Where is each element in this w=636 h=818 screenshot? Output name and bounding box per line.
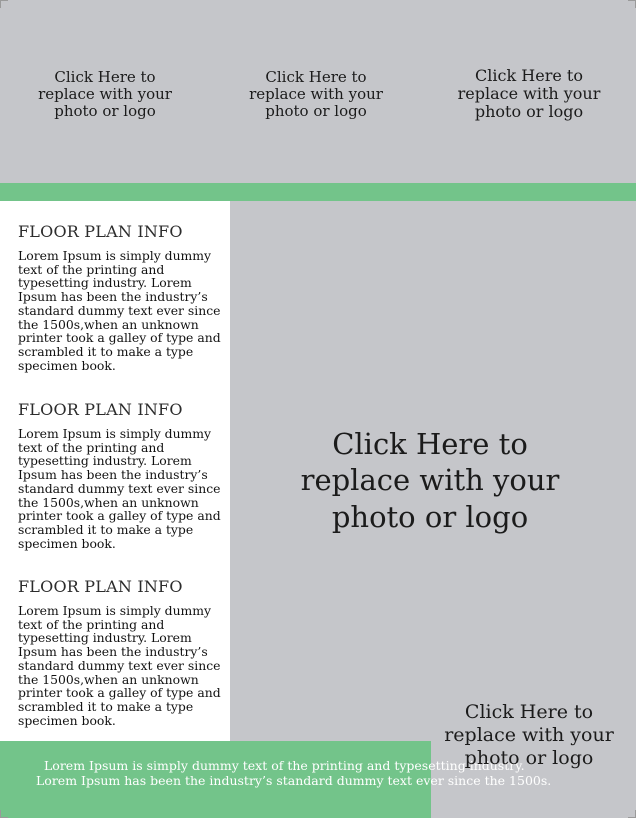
photo-placeholder-bottom-right[interactable] bbox=[444, 701, 614, 769]
placeholder-line: replace with your bbox=[249, 84, 383, 103]
body-line: scrambled it to make a type bbox=[18, 343, 194, 359]
crop-mark-bottom-right bbox=[628, 810, 636, 818]
photo-placeholder-top-center[interactable] bbox=[241, 69, 391, 119]
section-title: FLOOR PLAN INFO bbox=[18, 577, 183, 596]
body-line: specimen book. bbox=[18, 535, 116, 551]
placeholder-line: photo or logo bbox=[474, 101, 584, 121]
placeholder-line: photo or logo bbox=[54, 101, 156, 120]
body-line: specimen book. bbox=[18, 357, 116, 373]
body-line: the 1500s,when an unknown bbox=[18, 316, 199, 332]
placeholder-line: Click Here to bbox=[475, 66, 583, 85]
body-line: text of the printing and bbox=[18, 261, 165, 277]
body-line: scrambled it to make a type bbox=[18, 698, 194, 714]
body-line: typesetting industry. Lorem bbox=[18, 275, 192, 291]
placeholder-line: replace with your bbox=[38, 84, 172, 103]
body-line: Lorem Ipsum is simply dummy bbox=[18, 426, 212, 441]
body-line: text of the printing and bbox=[18, 616, 165, 632]
body-line: specimen book. bbox=[18, 712, 116, 728]
body-line: text of the printing and bbox=[18, 439, 165, 455]
crop-mark-bottom-left bbox=[0, 810, 8, 818]
section-title: FLOOR PLAN INFO bbox=[18, 400, 183, 419]
placeholder-line: Click Here to bbox=[464, 701, 594, 723]
footer-line-2: Lorem Ipsum has been the industry’s standard dummy text ever since the 1500s. bbox=[36, 773, 552, 788]
body-line: printer took a galley of type and bbox=[18, 330, 221, 346]
body-line: Ipsum has been the industry’s bbox=[18, 644, 208, 660]
body-line: standard dummy text ever since bbox=[18, 302, 221, 318]
section-title: FLOOR PLAN INFO bbox=[18, 222, 183, 241]
crop-mark-top-right bbox=[628, 0, 636, 8]
body-line: scrambled it to make a type bbox=[18, 521, 194, 537]
body-line: Ipsum has been the industry’s bbox=[18, 467, 208, 483]
body-line: standard dummy text ever since bbox=[18, 657, 221, 673]
body-line: the 1500s,when an unknown bbox=[18, 494, 199, 510]
section-body bbox=[18, 249, 226, 372]
photo-placeholder-main[interactable] bbox=[280, 426, 580, 535]
placeholder-line: replace with your bbox=[457, 83, 601, 103]
body-line: Lorem Ipsum is simply dummy bbox=[18, 248, 212, 263]
placeholder-line: photo or logo bbox=[265, 101, 367, 120]
placeholder-line: photo or logo bbox=[331, 499, 529, 534]
floor-plan-section-1 bbox=[18, 222, 226, 372]
body-line: standard dummy text ever since bbox=[18, 480, 221, 496]
crop-mark-top-left bbox=[0, 0, 8, 8]
body-line: printer took a galley of type and bbox=[18, 685, 221, 701]
placeholder-line: Click Here to bbox=[54, 68, 156, 86]
placeholder-line: Click Here to bbox=[332, 427, 528, 461]
accent-stripe bbox=[0, 183, 636, 201]
body-line: typesetting industry. Lorem bbox=[18, 453, 192, 469]
placeholder-line: Click Here to bbox=[265, 68, 367, 86]
placeholder-line: replace with your bbox=[300, 463, 560, 498]
body-line: Ipsum has been the industry’s bbox=[18, 289, 208, 305]
footer-line-1: Lorem Ipsum is simply dummy text of the printing and typesetting industry. bbox=[44, 758, 525, 773]
placeholder-line: photo or logo bbox=[464, 746, 594, 769]
body-line: Lorem Ipsum is simply dummy bbox=[18, 603, 212, 618]
section-body bbox=[18, 427, 226, 550]
placeholder-line: replace with your bbox=[444, 723, 614, 746]
photo-placeholder-top-left[interactable] bbox=[30, 69, 180, 119]
body-line: the 1500s,when an unknown bbox=[18, 671, 199, 687]
photo-placeholder-top-right[interactable] bbox=[448, 67, 610, 121]
body-line: typesetting industry. Lorem bbox=[18, 630, 192, 646]
body-line: printer took a galley of type and bbox=[18, 508, 221, 524]
section-body bbox=[18, 604, 226, 727]
floor-plan-section-3 bbox=[18, 577, 226, 727]
floor-plan-section-2 bbox=[18, 400, 226, 550]
